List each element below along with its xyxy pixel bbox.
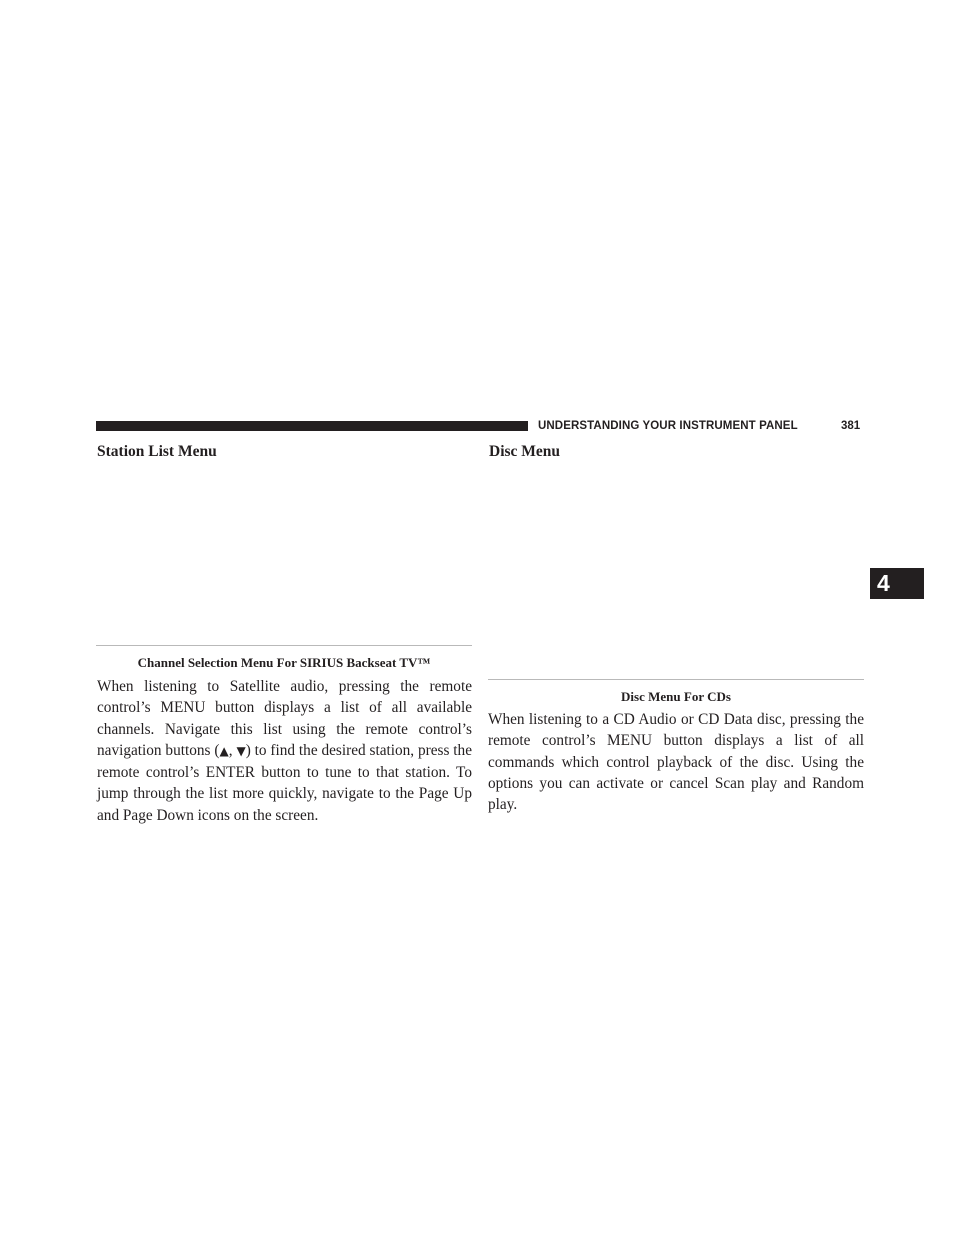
up-arrow-icon: ▲	[219, 743, 229, 758]
chapter-tab	[870, 568, 924, 599]
disc-menu-heading: Disc Menu	[489, 443, 561, 460]
header-rule	[96, 421, 528, 431]
station-list-menu-heading: Station List Menu	[97, 443, 217, 460]
down-arrow-icon: ▼	[236, 743, 246, 758]
station-list-menu-body	[97, 676, 472, 826]
station-figure-caption: Channel Selection Menu For SIRIUS Backseat TV™	[137, 655, 431, 670]
running-header-title: UNDERSTANDING YOUR INSTRUMENT PANEL	[538, 420, 798, 432]
station-body-text-start: When listening to Satellite audio, pressing the remote control’s MENU button displays a list of all available channels. Navigate this list using the remote control’s navigation buttons (	[97, 678, 472, 759]
chapter-number: 4	[877, 570, 890, 596]
disc-figure-caption-rule	[488, 679, 864, 680]
disc-menu-body: When listening to a CD Audio or CD Data disc, pressing the remote control’s MENU button displays a list of all commands which control playback of the disc. Using the options you can activate or cancel Scan play and Random play.	[488, 711, 864, 814]
station-body-text-end: ) to find the desired station, press the remote control’s ENTER button to tune to that station. To jump through the list more quickly, navigate to the Page Up and Page Down icons on the screen.	[97, 741, 472, 824]
disc-figure-caption: Disc Menu For CDs	[621, 689, 731, 704]
page-number: 381	[841, 420, 861, 432]
arrow-separator: ,	[228, 741, 237, 759]
station-figure-caption-rule	[96, 645, 472, 646]
